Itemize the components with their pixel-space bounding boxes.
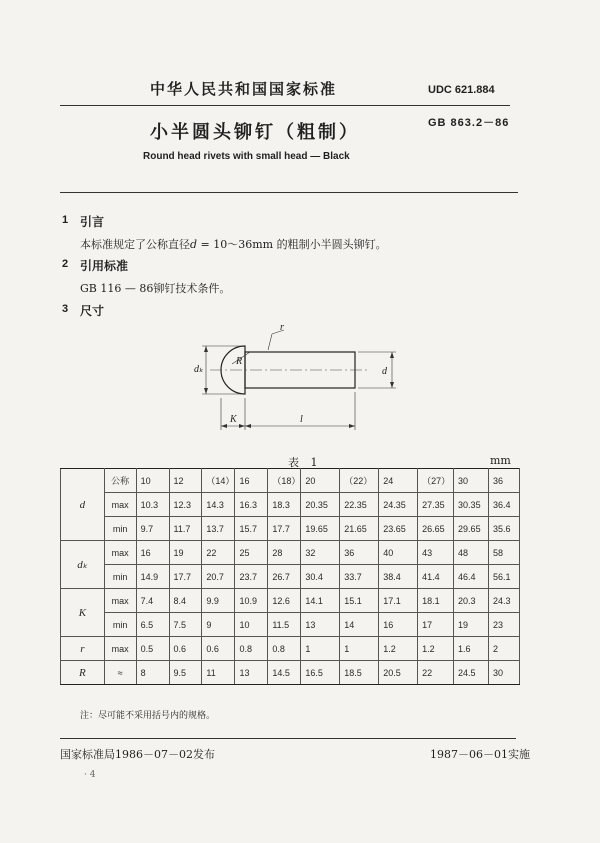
param-cell: d [61,469,105,541]
value-cell: 18.3 [268,493,301,517]
value-cell: 28 [268,541,301,565]
sub-cell: max [104,637,136,661]
section-1-text-var: d [190,238,198,251]
value-cell: 11.7 [169,517,202,541]
value-cell: 26.65 [418,517,454,541]
table-row [61,541,520,565]
implementation-date: 1987－06－01实施 [430,748,530,761]
value-cell: 12 [169,469,202,493]
value-cell: 15.7 [235,517,268,541]
value-cell: 0.6 [169,637,202,661]
value-cell: 15.1 [340,589,379,613]
value-cell: 14.5 [268,661,301,685]
value-cell: 16 [379,613,418,637]
label-dk: dₖ [194,364,204,375]
value-cell: 17 [418,613,454,637]
value-cell: 2 [488,637,519,661]
value-cell: 1.6 [454,637,489,661]
value-cell: 58 [488,541,519,565]
value-cell: 36 [340,541,379,565]
value-cell: 30 [488,661,519,685]
value-cell: 40 [379,541,418,565]
section-2-number: 2 [62,258,69,270]
table-unit: mm [490,454,511,467]
value-cell: 38.4 [379,565,418,589]
value-cell: 26.7 [268,565,301,589]
value-cell: 13 [301,613,340,637]
value-cell: 25 [235,541,268,565]
section-2-text: GB 116 — 86铆钉技术条件。 [80,282,231,295]
value-cell: 1 [340,637,379,661]
value-cell: 17.7 [268,517,301,541]
value-cell: 41.4 [418,565,454,589]
sub-cell: min [104,613,136,637]
table-row [61,493,520,517]
table-row [61,565,520,589]
sub-cell: 公称 [104,469,136,493]
value-cell: 6.5 [136,613,169,637]
dimensions-table [60,468,520,685]
value-cell: 20 [301,469,340,493]
value-cell: 32 [301,541,340,565]
value-cell: （27） [418,469,454,493]
param-cell: K [61,589,105,637]
value-cell: 20.35 [301,493,340,517]
value-cell: 20.7 [202,565,235,589]
label-R: R [236,356,243,367]
value-cell: 1.2 [418,637,454,661]
value-cell: 14 [340,613,379,637]
sub-cell: min [104,565,136,589]
label-K: K [230,414,237,425]
value-cell: 0.6 [202,637,235,661]
value-cell: 35.6 [488,517,519,541]
param-cell: dₖ [61,541,105,589]
value-cell: 1 [301,637,340,661]
standard-type: 中华人民共和国国家标准 [150,80,338,98]
value-cell: 0.8 [268,637,301,661]
value-cell: 0.5 [136,637,169,661]
value-cell: 16 [235,469,268,493]
value-cell: 13.7 [202,517,235,541]
footer-rule [60,738,516,739]
value-cell: 23.65 [379,517,418,541]
section-1-text [80,236,387,252]
value-cell: 30.4 [301,565,340,589]
sub-cell: max [104,493,136,517]
value-cell: 20.3 [454,589,489,613]
value-cell: 23.7 [235,565,268,589]
value-cell: 9.7 [136,517,169,541]
value-cell: 10.9 [235,589,268,613]
value-cell: 11 [202,661,235,685]
section-1-text-suffix: = 10～36mm 的粗制小半圆头铆钉。 [197,238,387,251]
value-cell: （22） [340,469,379,493]
udc-code: UDC 621.884 [428,84,495,96]
sub-cell: max [104,589,136,613]
table-body [61,469,520,685]
value-cell: 7.5 [169,613,202,637]
value-cell: 12.3 [169,493,202,517]
value-cell: 9 [202,613,235,637]
value-cell: 16.5 [301,661,340,685]
gb-number: GB 863.2－86 [428,117,510,129]
value-cell: 21.65 [340,517,379,541]
value-cell: 30 [454,469,489,493]
value-cell: 10 [136,469,169,493]
sub-cell: min [104,517,136,541]
table-row [61,469,520,493]
value-cell: 19 [454,613,489,637]
value-cell: 30.35 [454,493,489,517]
value-cell: 24.35 [379,493,418,517]
param-cell: R [61,661,105,685]
section-1-number: 1 [62,214,69,226]
value-cell: 17.1 [379,589,418,613]
value-cell: 16.3 [235,493,268,517]
section-3-number: 3 [62,303,69,315]
value-cell: 33.7 [340,565,379,589]
label-r: r [280,322,284,333]
value-cell: 24 [379,469,418,493]
value-cell: 19.65 [301,517,340,541]
value-cell: 29.65 [454,517,489,541]
value-cell: 20.5 [379,661,418,685]
value-cell: （14） [202,469,235,493]
value-cell: 18.1 [418,589,454,613]
value-cell: 1.2 [379,637,418,661]
value-cell: 56.1 [488,565,519,589]
value-cell: 36.4 [488,493,519,517]
value-cell: 7.4 [136,589,169,613]
header-rule [60,192,518,193]
value-cell: 9.5 [169,661,202,685]
document-subtitle: Round head rivets with small head — Black [143,151,350,162]
value-cell: 8 [136,661,169,685]
value-cell: 12.6 [268,589,301,613]
section-3-title: 尺寸 [80,304,105,318]
value-cell: 18.5 [340,661,379,685]
value-cell: 13 [235,661,268,685]
table-note: 注：尽可能不采用括号内的规格。 [80,711,216,721]
table-row [61,661,520,685]
value-cell: 36 [488,469,519,493]
sub-cell: ≈ [104,661,136,685]
table-row [61,637,520,661]
value-cell: 14.1 [301,589,340,613]
page-number: · 4 [84,770,96,780]
label-d: d [382,366,387,377]
value-cell: 9.9 [202,589,235,613]
issue-date: 国家标准局1986－07－02发布 [60,748,215,761]
value-cell: 10 [235,613,268,637]
section-1-title: 引言 [80,215,105,229]
table-caption: 表 1 [288,456,322,469]
document-title: 小半圆头铆钉（粗制） [150,122,360,143]
section-2-title: 引用标准 [80,259,129,273]
value-cell: 14.3 [202,493,235,517]
value-cell: 0.8 [235,637,268,661]
value-cell: 8.4 [169,589,202,613]
section-1-text-prefix: 本标准规定了公称直径 [80,238,190,251]
value-cell: 17.7 [169,565,202,589]
value-cell: 22 [418,661,454,685]
value-cell: 14.9 [136,565,169,589]
rivet-drawing [180,322,400,442]
top-rule [60,105,510,106]
value-cell: 11.5 [268,613,301,637]
value-cell: 22 [202,541,235,565]
table-row [61,517,520,541]
table-row [61,613,520,637]
table-row [61,589,520,613]
value-cell: 22.35 [340,493,379,517]
value-cell: 43 [418,541,454,565]
sub-cell: max [104,541,136,565]
value-cell: 46.4 [454,565,489,589]
value-cell: 24.5 [454,661,489,685]
value-cell: 27.35 [418,493,454,517]
label-l: l [300,414,303,425]
value-cell: 16 [136,541,169,565]
param-cell: r [61,637,105,661]
value-cell: 24.3 [488,589,519,613]
value-cell: 23 [488,613,519,637]
value-cell: 19 [169,541,202,565]
value-cell: 48 [454,541,489,565]
value-cell: （18） [268,469,301,493]
value-cell: 10.3 [136,493,169,517]
